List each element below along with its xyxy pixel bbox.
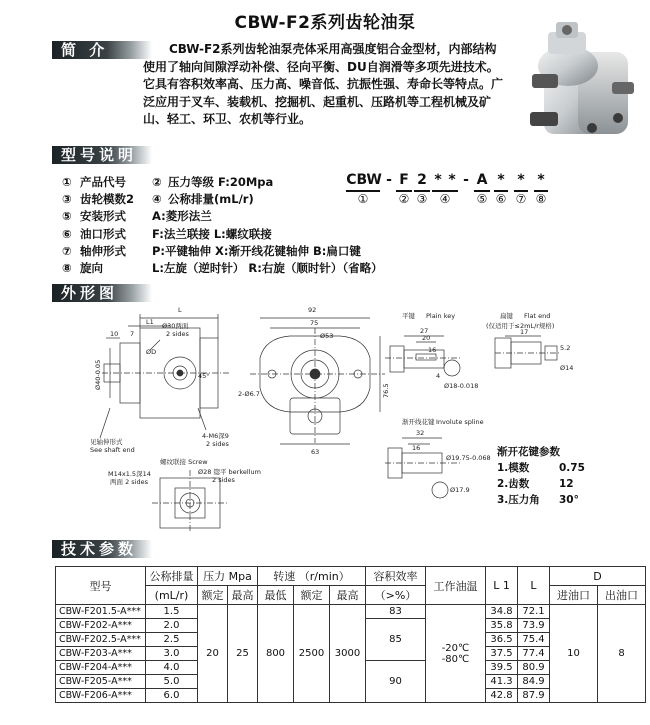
spline-param-row: 2.齿数 12 — [497, 478, 574, 490]
table-row: CBW-F203-A*** 3.0 37.5 77.4 — [56, 647, 646, 661]
th-l: L — [518, 567, 550, 605]
dim-label: 两面 2 sides — [110, 478, 148, 486]
spline-params — [497, 444, 585, 508]
dim-label: Ø19.75-0.068 — [446, 454, 491, 462]
code-number: ⑥ — [495, 192, 507, 206]
dim-label: (仅适用于≤2mL/r规格) — [486, 322, 555, 330]
spec-table — [55, 566, 646, 703]
dim-label: Ø17.9 — [450, 486, 470, 494]
dim-label: See shaft end — [90, 446, 135, 454]
code-number: ⑦ — [515, 192, 527, 206]
dim-label: 2 sides — [166, 330, 189, 338]
model-row: ① 产品代号 ② 压力等级 F:20Mpa — [62, 175, 274, 189]
dim-label: 32 — [416, 429, 425, 437]
dim-label: Plain key — [426, 312, 456, 320]
section-intro-banner: 简 介 — [52, 41, 152, 59]
dim-label: 4 — [436, 372, 441, 380]
dim-label: 10 — [110, 330, 119, 338]
th-d-in: 进油口 — [550, 586, 598, 605]
code-segment: - — [386, 172, 392, 188]
model-row: ③ 齿轮模数2 ④ 公称排量(mL/r) — [62, 192, 254, 207]
dim-label: 76.5 — [382, 383, 390, 398]
dim-label: Flat end — [524, 312, 551, 320]
dim-label: Ø30两面 — [162, 322, 189, 330]
dim-label: 16 — [412, 444, 421, 452]
code-number: ① — [357, 192, 369, 206]
page-title: CBW-F2系列齿轮油泵 — [234, 13, 416, 33]
dim-label: Ø53 — [320, 332, 334, 340]
th-disp-unit: (mL/r) — [146, 586, 198, 605]
dim-label: 见轴伸形式 — [90, 438, 123, 446]
model-row: ⑤ 安装形式 A:菱形法兰 — [62, 209, 212, 224]
th-temp: 工作油温 — [426, 567, 486, 605]
dim-label: 5.2 — [560, 344, 571, 352]
code-number: ⑤ — [476, 192, 488, 206]
code-segment: A — [476, 172, 488, 188]
model-code-diagram — [346, 172, 556, 212]
model-description-list — [62, 174, 383, 277]
dim-label: 平键 — [402, 312, 415, 320]
code-segment: - — [463, 172, 469, 188]
th-d: D — [550, 567, 646, 586]
th-model: 型号 — [56, 567, 146, 605]
table-row: CBW-F204-A*** 4.0 90 39.5 80.9 — [56, 661, 646, 675]
th-s-rated: 额定 — [294, 586, 330, 605]
code-number: ③ — [416, 192, 428, 206]
th-s-min: 最低 — [258, 586, 294, 605]
dim-label: 16 — [428, 346, 437, 354]
dim-label: 螺纹联接 Screw — [160, 458, 208, 466]
th-eff-unit: （>%） — [366, 586, 426, 605]
dim-label: 扁键 — [500, 312, 513, 320]
code-segment: * — [537, 172, 545, 188]
code-segment: * — [517, 172, 525, 188]
code-segment: 2 — [417, 172, 427, 188]
code-segment: F — [399, 172, 409, 188]
th-speed: 转速 （r/min） — [258, 567, 366, 586]
dim-label: Ø14 — [560, 364, 574, 372]
section-spec-banner: 技术参数 — [52, 540, 152, 558]
code-segment: CBW — [346, 172, 382, 188]
th-p-rated: 额定 — [198, 586, 228, 605]
dim-label: Ø40-0.05 — [94, 359, 102, 390]
model-row: ⑧ 旋向 L:左旋（逆时针） R:右旋（顺时针）（省略） — [62, 260, 383, 275]
model-row: ⑦ 轴伸形式 P:平键轴伸 X:渐开线花键轴伸 B:扁口键 — [62, 243, 361, 258]
dim-label: M14x1.5深14 — [108, 470, 151, 478]
code-number: ⑧ — [535, 192, 547, 206]
code-number: ② — [398, 192, 410, 206]
dim-label: 2 sides — [206, 440, 229, 448]
th-l1: L 1 — [486, 567, 518, 605]
code-segment: * — [497, 172, 505, 188]
dim-label: 7 — [130, 330, 135, 338]
table-row: CBW-F202.5-A*** 2.5 36.5 75.4 — [56, 633, 646, 647]
dim-label: 20 — [422, 334, 431, 342]
dim-label: 4-M6深9 — [202, 432, 229, 440]
model-row: ⑥ 油口形式 F:法兰联接 L:螺纹联接 — [62, 226, 272, 241]
spline-param-row: 3.压力角 30° — [497, 494, 579, 506]
dim-label: 92 — [308, 306, 317, 314]
dim-label: 2 sides — [212, 476, 235, 484]
th-disp: 公称排量 — [146, 567, 198, 586]
dim-label: 渐开线花键 — [402, 418, 435, 426]
code-segment: * — [434, 172, 442, 188]
intro-text: CBW-F2系列齿轮油泵壳体采用高强度铝合金型材，内部结构使用了轴向间隙浮动补偿、径向平衡、DU自润滑等多项先进技术。它具有容积效率高、压力高、噪音低、抗振性强、寿命长等特点。广泛应用于叉车、装载机、挖掘机、起重机、压路机等工程机械及矿山、轻工、环卫、农机等行业。 — [143, 42, 504, 126]
dim-label: 63 — [311, 448, 320, 456]
code-number: ④ — [439, 192, 451, 206]
section-outline-banner: 外形图 — [52, 284, 152, 302]
code-segment: * — [448, 172, 456, 188]
dim-label: L — [178, 306, 182, 314]
table-row: CBW-F201.5-A*** 1.5 20 25 800 2500 3000 83 -20℃ -80℃ 34.8 72.1 10 8 — [56, 605, 646, 619]
table-row: CBW-F205-A*** 5.0 41.3 84.9 — [56, 675, 646, 689]
table-row: CBW-F206-A*** 6.0 42.8 87.9 — [56, 689, 646, 703]
th-p-max: 最高 — [228, 586, 258, 605]
th-d-out: 出油口 — [598, 586, 646, 605]
pump-photo — [508, 22, 648, 142]
section-model-banner: 型号说明 — [52, 146, 152, 164]
th-eff: 容积效率 — [366, 567, 426, 586]
dim-label: Ø18-0.018 — [444, 382, 479, 390]
dim-label: 2-Ø6.7 — [238, 390, 260, 398]
spline-param-row: 1.模数 0.75 — [497, 462, 585, 474]
dim-label: Involute spline — [436, 418, 484, 426]
dim-label: 17 — [520, 328, 529, 336]
dim-label: 75 — [310, 319, 319, 327]
spline-params-title: 渐开花键参数 — [497, 446, 560, 458]
dim-label: L1 — [146, 318, 154, 326]
dim-label: ØD — [146, 348, 157, 356]
table-row: CBW-F202-A*** 2.0 85 35.8 73.9 — [56, 619, 646, 633]
th-pressure: 压力 Mpa — [198, 567, 258, 586]
th-s-max: 最高 — [330, 586, 366, 605]
dim-label: 27 — [420, 327, 429, 335]
dim-label: Ø28 锪平 berkellum — [198, 468, 261, 476]
dim-label: 45° — [198, 372, 210, 380]
